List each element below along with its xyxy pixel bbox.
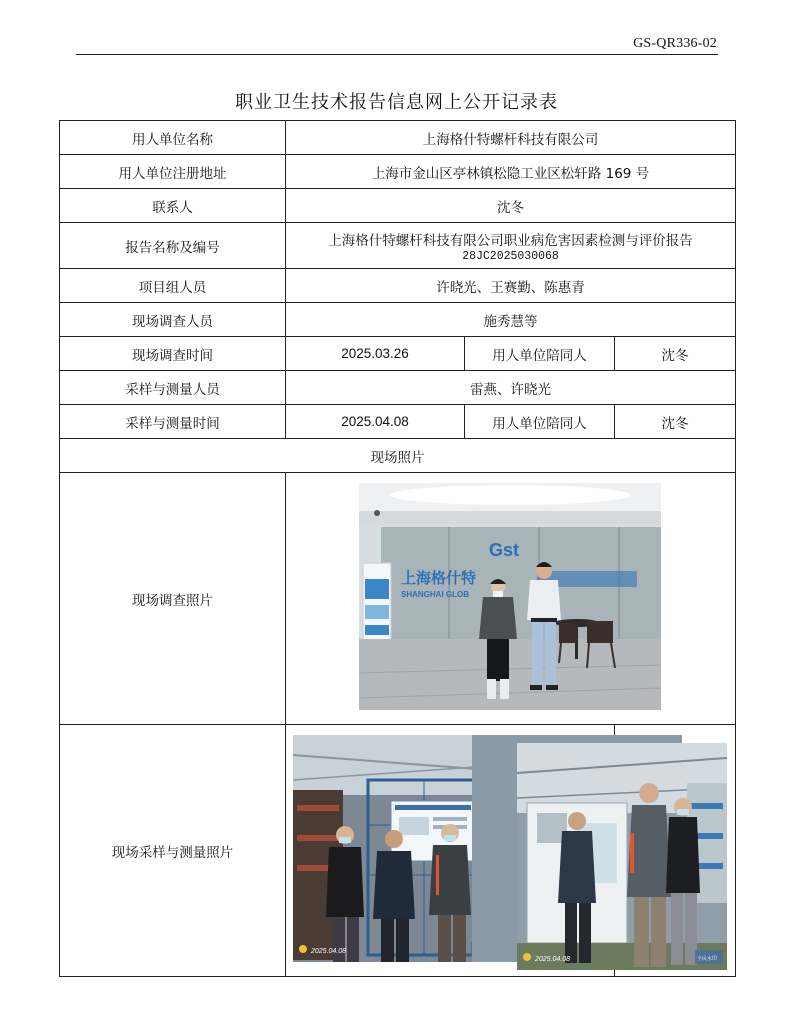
sampling-photo-right-image <box>517 743 727 970</box>
row-team <box>60 269 736 303</box>
value-sampling-escort: 沈冬 <box>615 405 736 439</box>
survey-photo-cell <box>286 473 736 725</box>
row-survey-time <box>60 337 736 371</box>
label-sampling-photo: 现场采样与测量照片 <box>60 725 286 977</box>
row-sampling-time <box>60 405 736 439</box>
right-photo-brand: 全民水印 <box>697 956 718 962</box>
label-survey-staff: 现场调查人员 <box>60 303 286 337</box>
right-photo-date: 2025.04.08 <box>535 956 571 963</box>
document-code: GS-QR336-02 <box>633 36 717 51</box>
survey-sign-logo: Gst <box>489 540 520 560</box>
value-survey-time: 2025.03.26 <box>286 337 465 371</box>
value-employer-name: 上海格什特螺杆科技有限公司 <box>286 121 736 155</box>
row-employer-name <box>60 121 736 155</box>
value-employer-address: 上海市金山区亭林镇松隐工业区松轩路 169 号 <box>286 155 736 189</box>
row-report <box>60 223 736 269</box>
row-employer-address <box>60 155 736 189</box>
value-contact: 沈冬 <box>286 189 736 223</box>
document-title: 职业卫生技术报告信息网上公开记录表 <box>235 92 558 113</box>
value-report <box>286 223 736 269</box>
label-contact: 联系人 <box>60 189 286 223</box>
report-code: 28JC2025030068 <box>462 249 559 263</box>
row-sampling-staff <box>60 371 736 405</box>
value-team: 许晓光、王赛勤、陈惠青 <box>286 269 736 303</box>
value-survey-staff: 施秀慧等 <box>286 303 736 337</box>
label-team: 项目组人员 <box>60 269 286 303</box>
label-survey-photo: 现场调查照片 <box>60 473 286 725</box>
left-photo-date: 2025.04.08 <box>311 948 347 955</box>
sampling-photo-right-frame <box>517 743 727 970</box>
label-report: 报告名称及编号 <box>60 223 286 269</box>
value-sampling-time: 2025.04.08 <box>286 405 465 439</box>
row-survey-photo <box>60 473 736 725</box>
survey-photo-image <box>359 483 661 710</box>
photos-header: 现场照片 <box>60 439 736 473</box>
survey-sign-cn: 上海格什特 <box>401 569 477 587</box>
survey-photo <box>359 483 661 710</box>
label-sampling-escort: 用人单位陪同人 <box>465 405 615 439</box>
label-survey-escort: 用人单位陪同人 <box>465 337 615 371</box>
label-survey-time: 现场调查时间 <box>60 337 286 371</box>
value-sampling-staff: 雷燕、许晓光 <box>286 371 736 405</box>
label-employer-address: 用人单位注册地址 <box>60 155 286 189</box>
label-sampling-staff: 采样与测量人员 <box>60 371 286 405</box>
label-sampling-time: 采样与测量时间 <box>60 405 286 439</box>
label-employer-name: 用人单位名称 <box>60 121 286 155</box>
value-survey-escort: 沈冬 <box>615 337 736 371</box>
row-survey-staff <box>60 303 736 337</box>
report-name: 上海格什特螺杆科技有限公司职业病危害因素检测与评价报告 <box>328 232 693 249</box>
survey-sign-en: SHANGHAI GLOB <box>401 590 469 599</box>
row-photos-header <box>60 439 736 473</box>
header-rule <box>76 54 718 55</box>
row-contact <box>60 189 736 223</box>
